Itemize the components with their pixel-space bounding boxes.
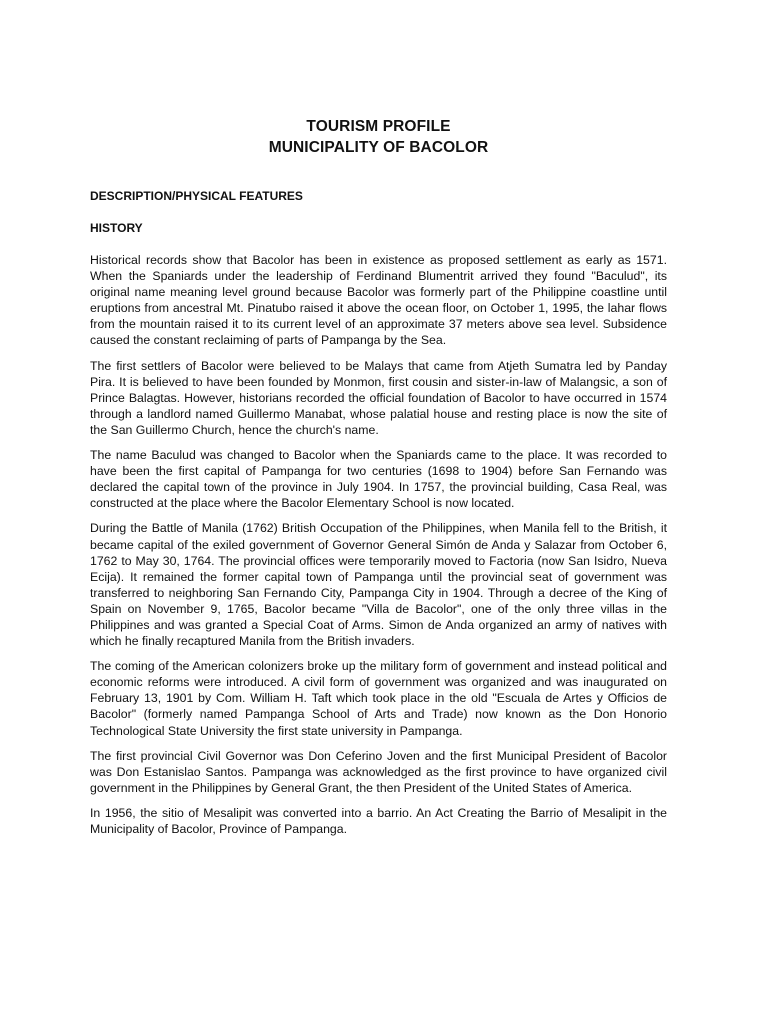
history-paragraph-6: The first provincial Civil Governor was Don Ceferino Joven and the first Municipal President of Bacolor was Don Estanislao Santos. Pampanga was acknowledged as the first province to have organized civil government in the Philippines by General Grant, the then President of the United States of America. bbox=[90, 748, 667, 795]
history-paragraph-4: During the Battle of Manila (1762) British Occupation of the Philippines, when Manila fell to the British, it became capital of the exiled government of Governor General Simón de Anda y Salazar from October 6, 1762 to May 30, 1764. The provincial offices were temporarily moved to Factoria (now San Isidro, Nueva Ecija). It remained the former capital town of Pampanga until the provincial seat of government was transferred to neighboring San Fernando City, Pampanga City in 1904. Through a decree of the King of Spain on November 9, 1765, Bacolor became "Villa de Bacolor", one of the only three villas in the Philippines and was granted a Special Coat of Arms. Simon de Anda organized an army of natives with which he finally recaptured Manila from the British invaders. bbox=[90, 521, 667, 649]
document-title: TOURISM PROFILE bbox=[306, 118, 451, 135]
section-heading: DESCRIPTION/PHYSICAL FEATURES bbox=[90, 189, 303, 203]
document-subtitle: MUNICIPALITY OF BACOLOR bbox=[268, 139, 489, 156]
history-paragraph-5: The coming of the American colonizers broke up the military form of government and instead political and economic reforms were introduced. A civil form of government was organized and was inaugurated on February 13, 1901 by Com. William H. Taft which took place in the old "Escuala de Artes y Officios de Bacolor" (formerly named Pampanga School of Arts and Trade) now known as the Don Honorio Technological State University the first state university in Pampanga. bbox=[90, 659, 667, 738]
history-paragraph-7: In 1956, the sitio of Mesalipit was converted into a barrio. An Act Creating the Barrio of Mesalipit in the Municipality of Bacolor, Province of Pampanga. bbox=[90, 805, 667, 836]
title-block bbox=[90, 116, 667, 158]
history-paragraph-2: The first settlers of Bacolor were believed to be Malays that came from Atjeth Sumatra led by Panday Pira. It is believed to have been founded by Monmon, first cousin and sister-in-law of Malangsic, a son of Prince Balagtas. However, historians recorded the official foundation of Bacolor to have occurred in 1574 through a landlord named Guillermo Manabat, whose palatial house and resting place is now the site of the San Guillermo Church, hence the church's name. bbox=[90, 358, 667, 437]
subsection-heading-history: HISTORY bbox=[90, 221, 143, 235]
history-paragraph-3: The name Baculud was changed to Bacolor when the Spaniards came to the place. It was recorded to have been the first capital of Pampanga for two centuries (1698 to 1904) before San Fernando was declared the capital town of the province in July 1904. In 1757, the provincial building, Casa Real, was constructed at the place where the Bacolor Elementary School is now located. bbox=[90, 448, 667, 511]
history-paragraph-1: Historical records show that Bacolor has been in existence as proposed settlement as early as 1571. When the Spaniards under the leadership of Ferdinand Blumentrit arrived they found "Baculud", its original name meaning level ground because Bacolor was formerly part of the Philippine coastline until eruptions from ancestral Mt. Pinatubo raised it above the ocean floor, on October 1, 1995, the lahar flows from the mountain raised it to its current level of an approximate 37 meters above sea level. Subsidence caused the constant reclaiming of parts of Pampanga by the Sea. bbox=[90, 253, 667, 348]
document-page bbox=[90, 116, 667, 846]
